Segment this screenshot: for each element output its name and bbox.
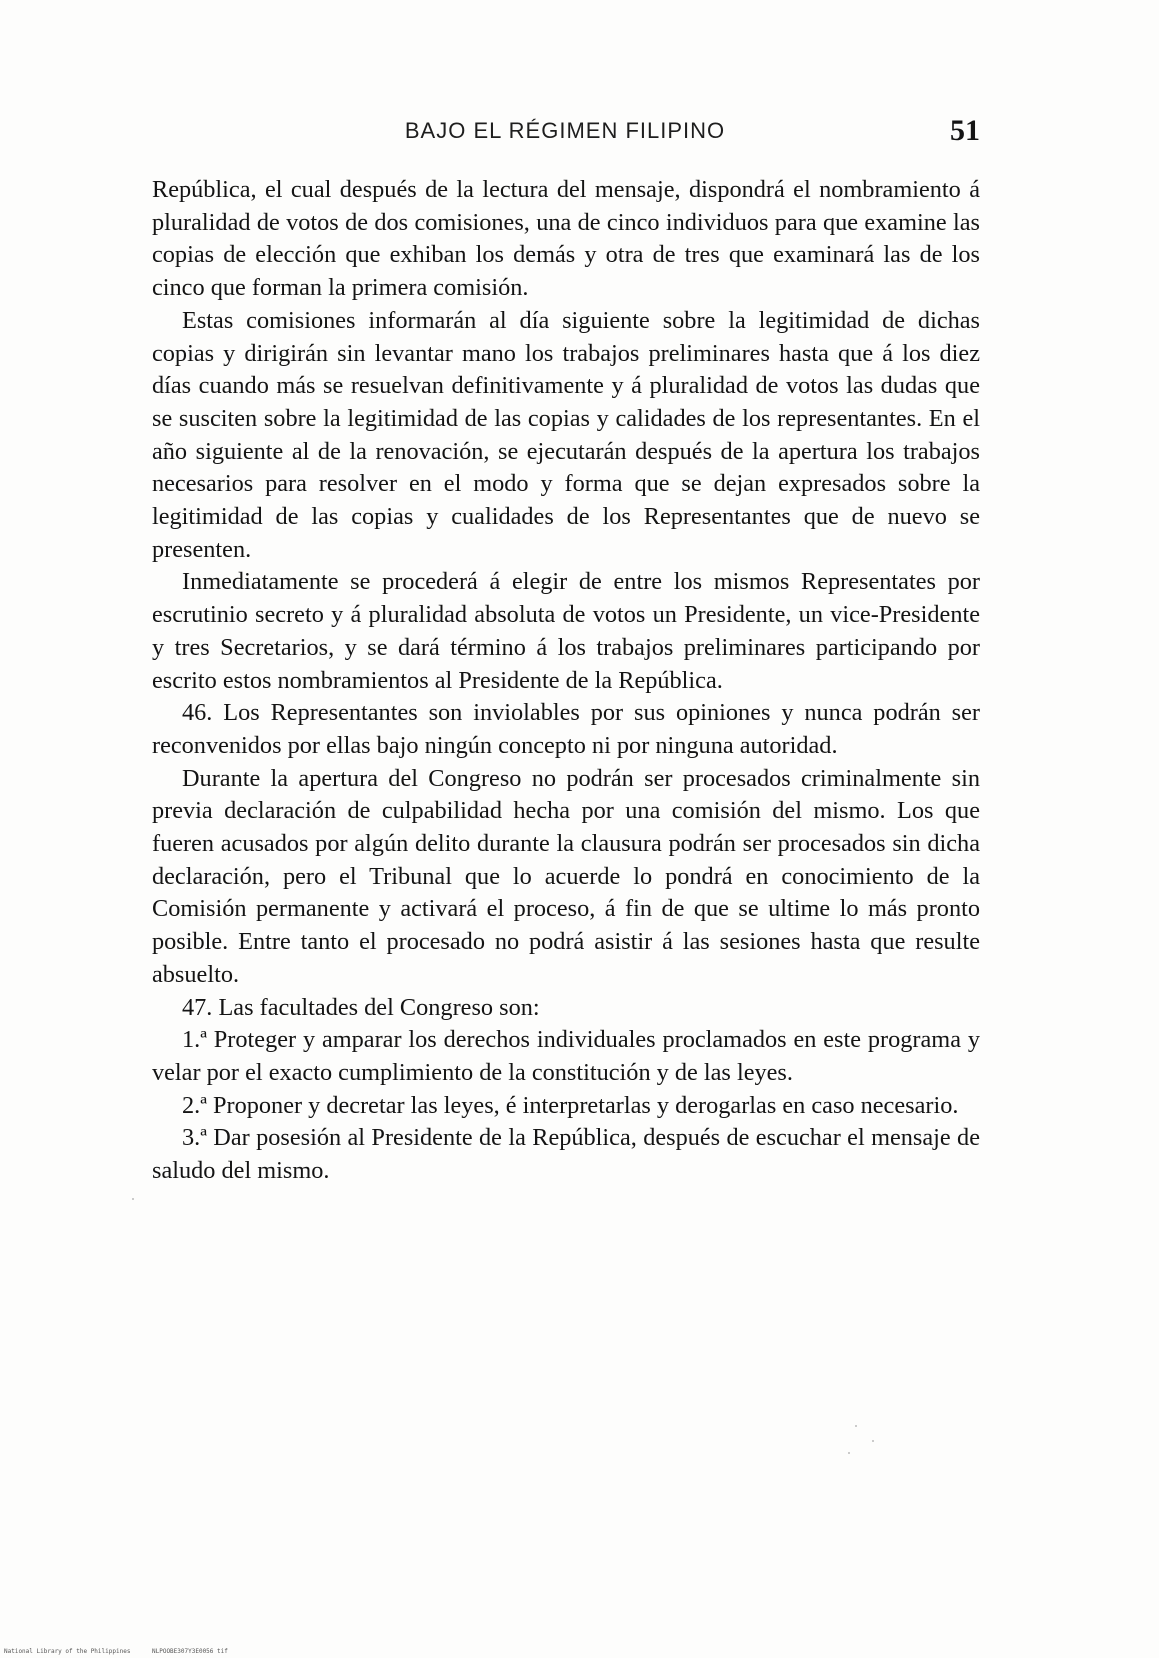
scan-footer bbox=[0, 1644, 1159, 1658]
article-47: 47. Las facultades del Congreso son: bbox=[182, 993, 540, 1021]
paragraph-continuation: República, el cual después de la lectura del mensaje, dispondrá el nombramiento á pluralidad de votos de dos comisiones, una de cinco individuos para que examine las copias de elección que exhiban los demás y otra de tres que examinará las de los cinco que forman la primera comisión. bbox=[152, 176, 980, 302]
scan-speck bbox=[848, 1452, 850, 1454]
list-item-2: 2.ª Proponer y decretar las leyes, é interpretarlas y derogarlas en caso necesario. bbox=[182, 1091, 959, 1119]
scan-speck bbox=[855, 1425, 857, 1427]
scan-speck bbox=[872, 1440, 874, 1442]
paragraph: Durante la apertura del Congreso no podrán ser procesados criminalmente sin previa declaración de culpabilidad hecha por una comisión del mismo. Los que fueren acusados por algún delito durante la clausura podrán ser procesados sin dicha declaración, pero el Tribunal que lo acuerde lo pondrá en conocimiento de la Comisión permanente y activará el proceso, á fin de que se ultime lo más pronto posible. Entre tanto el procesado no podrá asistir á las sesiones hasta que resulte absuelto. bbox=[152, 764, 980, 988]
footer-library: National Library of the Philippines bbox=[4, 1648, 131, 1655]
running-header bbox=[150, 114, 980, 158]
paragraph: Estas comisiones informarán al día siguiente sobre la legitimidad de dichas copias y dirigirán sin levantar mano los trabajos preliminares hasta que á los diez días cuando más se resuelvan definitivamente y á pluralidad de votos las dudas que se susciten sobre la legitimidad de las copias y calidades de los representantes. En el año siguiente al de la renovación, se ejecutarán después de la apertura los trabajos necesarios para resolver en el modo y forma que se dejan expresados sobre la legitimidad de las copias y cualidades de los Representantes que de nuevo se presenten. bbox=[152, 306, 980, 563]
list-item-3: 3.ª Dar posesión al Presidente de la República, después de escuchar el mensaje de saludo del mismo. bbox=[152, 1124, 980, 1185]
footer-file-id: NLPOOBE307Y3E0056 tif bbox=[152, 1648, 228, 1655]
paragraph: Inmediatamente se procederá á elegir de entre los mismos Representates por escrutinio secreto y á pluralidad absoluta de votos un Presidente, un vice-Presidente y tres Secretarios, y se dará término á los trabajos preliminares participando por escrito estos nombramientos al Presidente de la República. bbox=[152, 568, 980, 694]
running-title: BAJO EL RÉGIMEN FILIPINO bbox=[404, 118, 726, 143]
page-number: 51 bbox=[950, 114, 980, 147]
article-46: 46. Los Representantes son inviolables por sus opiniones y nunca podrán ser reconvenidos por ellas bajo ningún concepto ni por ninguna autoridad. bbox=[152, 699, 980, 759]
body-text bbox=[152, 174, 980, 1188]
list-item-1: 1.ª Proteger y amparar los derechos individuales proclamados en este programa y velar por el exacto cumplimiento de la constitución y de las leyes. bbox=[152, 1026, 980, 1086]
scan-speck bbox=[132, 1198, 134, 1200]
